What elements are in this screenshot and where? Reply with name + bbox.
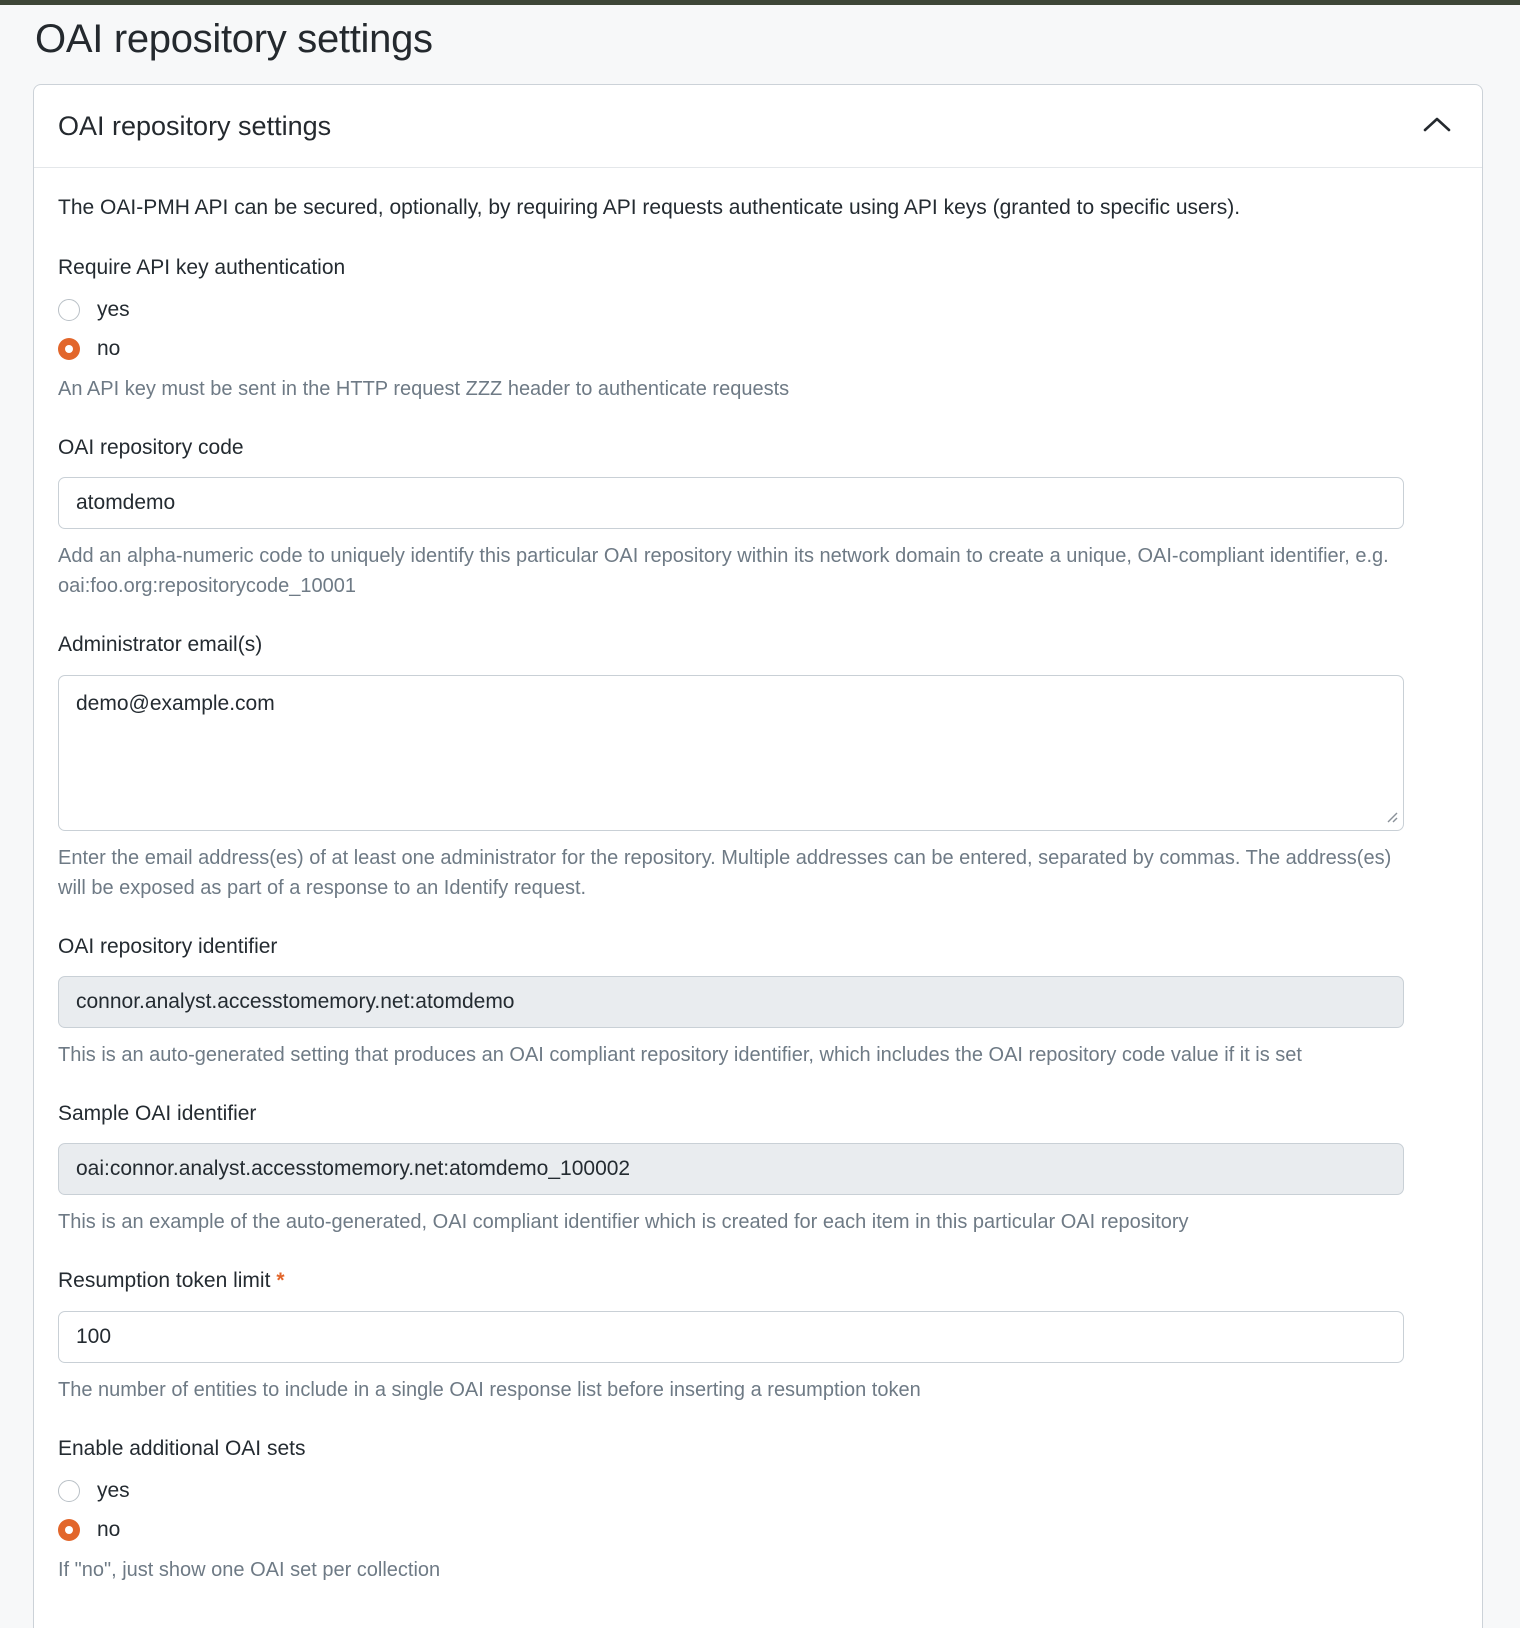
field-administrator-emails — [58, 631, 1404, 902]
top-accent-bar — [0, 0, 1520, 5]
radio-option-yes — [58, 297, 1404, 323]
field-enable-additional-oai-sets — [58, 1435, 1404, 1585]
field-sample-oai-identifier — [58, 1100, 1404, 1237]
field-label: OAI repository code — [58, 435, 244, 459]
field-oai-repository-code — [58, 434, 1404, 601]
field-help-text: This is an example of the auto-generated, OAI compliant identifier which is created for each item in this particular OAI repository — [58, 1211, 1189, 1234]
radio-button-no-selected[interactable] — [58, 1519, 80, 1541]
field-label: Enable additional OAI sets — [58, 1436, 306, 1460]
panel-header — [34, 85, 1482, 168]
sample-oai-identifier-input-disabled — [58, 1143, 1404, 1195]
field-help-text: An API key must be sent in the HTTP request ZZZ header to authenticate requests — [58, 377, 790, 400]
panel-intro-text: The OAI-PMH API can be secured, optionally, by requiring API requests authenticate using API keys (granted to specific users). — [58, 196, 1241, 219]
chevron-up-icon — [1422, 116, 1452, 136]
administrator-emails-textarea[interactable] — [58, 675, 1404, 831]
radio-button-yes[interactable] — [58, 1480, 80, 1502]
radio-button-yes[interactable] — [58, 299, 80, 321]
textarea-resize-handle-icon[interactable] — [1385, 810, 1398, 823]
field-label-text: Resumption token limit — [58, 1269, 271, 1293]
radio-label[interactable]: yes — [97, 1478, 130, 1502]
field-help-text: The number of entities to include in a single OAI response list before inserting a resumption token — [58, 1378, 921, 1401]
radio-option-no — [58, 336, 1404, 362]
field-label: Sample OAI identifier — [58, 1101, 257, 1125]
field-help-text: This is an auto-generated setting that produces an OAI compliant repository identifier, which includes the OAI repository code value if it is set — [58, 1043, 1302, 1066]
field-label: OAI repository identifier — [58, 934, 278, 958]
required-asterisk: * — [276, 1269, 285, 1293]
field-help-text: Enter the email address(es) of at least one administrator for the repository. Multiple addresses can be entered, separated by commas. The address(es) will be exposed as part of a response to an Identify request. — [58, 846, 1392, 899]
field-require-api-key — [58, 254, 1404, 404]
panel-title: OAI repository settings — [58, 110, 332, 141]
field-label: Require API key authentication — [58, 255, 346, 279]
settings-panel — [33, 84, 1483, 1628]
field-help-text: If "no", just show one OAI set per collection — [58, 1558, 441, 1581]
field-oai-repository-identifier — [58, 933, 1404, 1070]
radio-button-no-selected[interactable] — [58, 338, 80, 360]
radio-option-yes — [58, 1478, 1404, 1504]
field-resumption-token-limit — [58, 1267, 1404, 1404]
oai-repository-identifier-input-disabled — [58, 976, 1404, 1028]
radio-option-no — [58, 1517, 1404, 1543]
radio-label[interactable]: yes — [97, 297, 130, 321]
collapse-panel-button[interactable] — [1418, 112, 1456, 140]
resumption-token-limit-input[interactable] — [58, 1311, 1404, 1363]
radio-label[interactable]: no — [97, 336, 121, 360]
field-label — [58, 1267, 1404, 1295]
page-title: OAI repository settings — [35, 17, 433, 61]
administrator-emails-textarea-wrap — [58, 675, 1404, 831]
field-label: Administrator email(s) — [58, 633, 263, 657]
panel-body — [34, 168, 1482, 1585]
oai-repository-code-input[interactable] — [58, 477, 1404, 529]
field-help-text: Add an alpha-numeric code to uniquely identify this particular OAI repository within its network domain to create a unique, OAI-compliant identifier, e.g. oai:foo.org:repositorycode_10001 — [58, 545, 1389, 598]
radio-label[interactable]: no — [97, 1517, 121, 1541]
